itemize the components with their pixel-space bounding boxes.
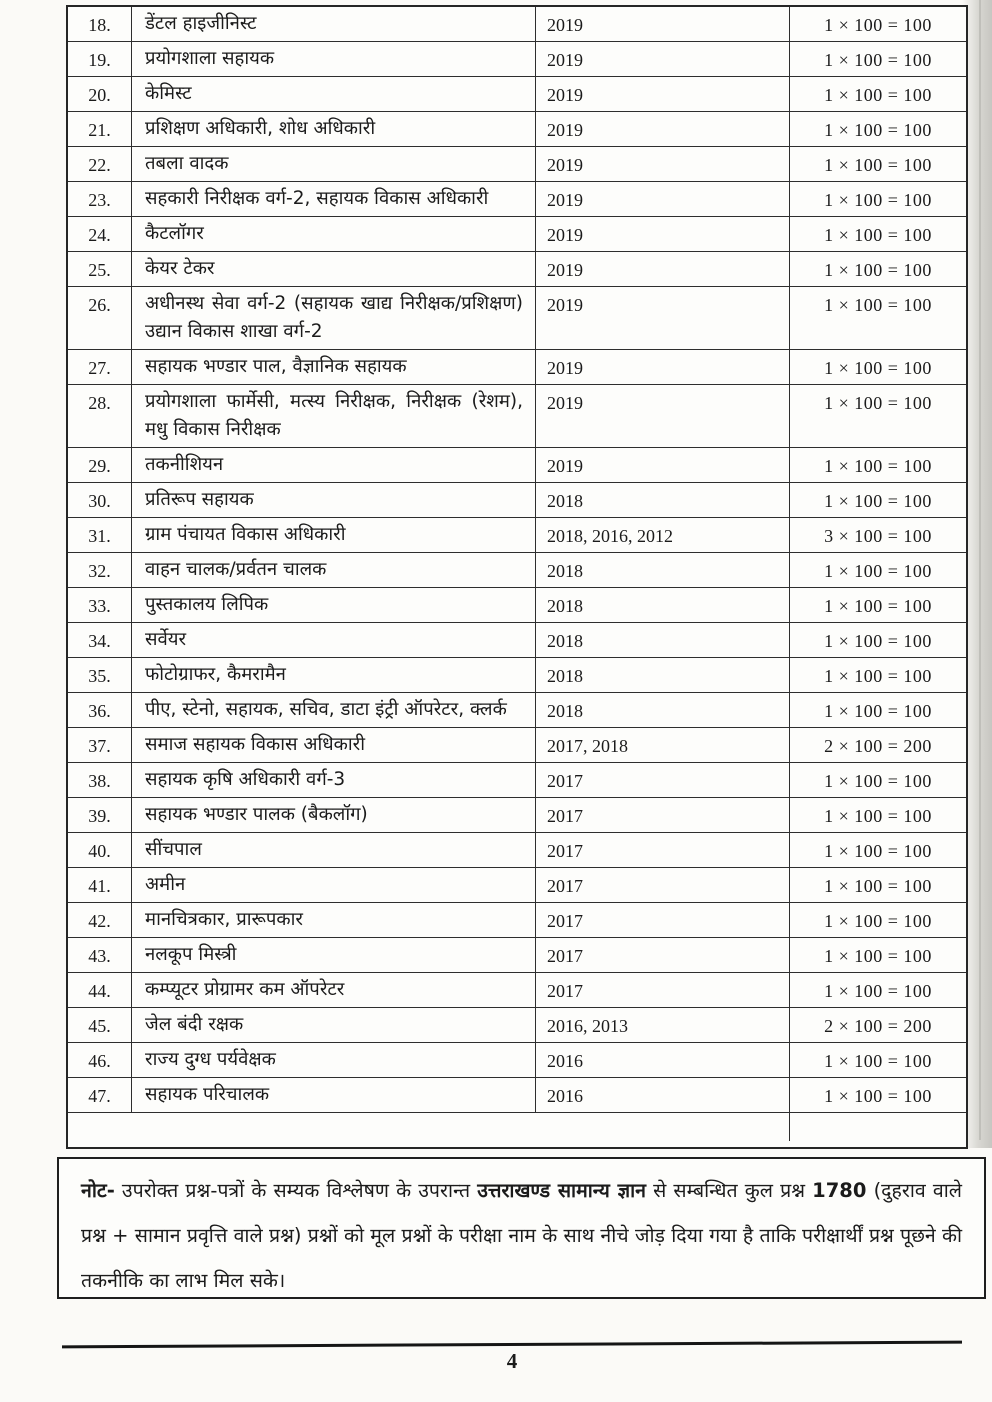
post-cell: फोटोग्राफर, कैमरामैन [132, 658, 536, 693]
formula-cell: 1 × 100 = 100 [790, 217, 966, 252]
serial-cell: 40. [68, 833, 132, 868]
post-cell: सर्वेयर [132, 623, 536, 658]
formula-cell: 1 × 100 = 100 [790, 483, 966, 518]
serial-cell: 25. [68, 252, 132, 287]
serial-cell: 46. [68, 1043, 132, 1078]
years-cell: 2018 [536, 588, 790, 623]
serial-cell: 22. [68, 147, 132, 182]
formula-cell: 2 × 100 = 200 [790, 728, 966, 763]
page-edge-line [979, 0, 981, 1140]
years-cell: 2017 [536, 763, 790, 798]
years-cell: 2019 [536, 112, 790, 147]
post-cell: केमिस्ट [132, 77, 536, 112]
serial-cell: 43. [68, 938, 132, 973]
formula-cell: 1 × 100 = 100 [790, 798, 966, 833]
post-cell: नलकूप मिस्त्री [132, 938, 536, 973]
years-cell: 2019 [536, 350, 790, 385]
serial-cell: 35. [68, 658, 132, 693]
post-cell: राज्य दुग्ध पर्यवेक्षक [132, 1043, 536, 1078]
serial-cell: 19. [68, 42, 132, 77]
note-text-3: (दुहराव वाले प्रश्न + सामान प्रवृत्ति वाले प्रश्न) प्रश्नों को मूल प्रश्नों के परीक्षा नाम के साथ नीचे जोड़ दिया गया है ताकि परीक्षार्थीं प्रश्न पूछने की तकनीकि का लाभ मिल सके। [81, 1179, 963, 1292]
post-cell: प्रतिरूप सहायक [132, 483, 536, 518]
post-cell: सहायक भण्डार पाल, वैज्ञानिक सहायक [132, 350, 536, 385]
post-cell: ग्राम पंचायत विकास अधिकारी [132, 518, 536, 553]
post-cell: पुस्तकालय लिपिक [132, 588, 536, 623]
years-cell: 2016 [536, 1043, 790, 1078]
formula-cell: 1 × 100 = 100 [790, 938, 966, 973]
years-cell: 2019 [536, 385, 790, 448]
years-cell: 2017, 2018 [536, 728, 790, 763]
serial-cell: 21. [68, 112, 132, 147]
serial-cell: 30. [68, 483, 132, 518]
post-cell: डेंटल हाइजीनिस्ट [132, 7, 536, 42]
formula-cell: 1 × 100 = 100 [790, 973, 966, 1008]
post-cell: समाज सहायक विकास अधिकारी [132, 728, 536, 763]
formula-cell: 1 × 100 = 100 [790, 448, 966, 483]
post-cell: सहायक भण्डार पालक (बैकलॉग) [132, 798, 536, 833]
serial-cell: 41. [68, 868, 132, 903]
years-cell: 2019 [536, 182, 790, 217]
page-number: 4 [506, 1349, 518, 1373]
serial-cell: 31. [68, 518, 132, 553]
years-cell: 2018 [536, 483, 790, 518]
footer-rule [62, 1341, 962, 1349]
note-text-1: उपरोक्त प्रश्न-पत्रों के सम्यक विश्लेषण के उपरान्त [114, 1179, 478, 1202]
serial-cell: 27. [68, 350, 132, 385]
serial-cell [68, 1113, 132, 1141]
exam-posts-table [66, 5, 968, 1149]
post-cell: सहायक कृषि अधिकारी वर्ग-3 [132, 763, 536, 798]
formula-cell: 1 × 100 = 100 [790, 868, 966, 903]
formula-cell [790, 1113, 966, 1141]
years-cell: 2019 [536, 42, 790, 77]
years-cell: 2017 [536, 833, 790, 868]
years-cell: 2017 [536, 798, 790, 833]
serial-cell: 29. [68, 448, 132, 483]
formula-cell: 1 × 100 = 100 [790, 147, 966, 182]
note-box [57, 1157, 986, 1299]
formula-cell: 1 × 100 = 100 [790, 287, 966, 350]
formula-cell: 1 × 100 = 100 [790, 1043, 966, 1078]
note-text-2: से सम्बन्धित कुल प्रश्न [645, 1179, 813, 1202]
years-cell: 2018 [536, 693, 790, 728]
years-cell: 2016 [536, 1078, 790, 1113]
formula-cell: 1 × 100 = 100 [790, 385, 966, 448]
serial-cell: 33. [68, 588, 132, 623]
serial-cell: 44. [68, 973, 132, 1008]
serial-cell: 45. [68, 1008, 132, 1043]
formula-cell: 1 × 100 = 100 [790, 7, 966, 42]
years-cell: 2018, 2016, 2012 [536, 518, 790, 553]
post-cell: अमीन [132, 868, 536, 903]
post-cell: वाहन चालक/प्रर्वतन चालक [132, 553, 536, 588]
post-cell: पीए, स्टेनो, सहायक, सचिव, डाटा इंट्री ऑपरेटर, क्लर्क [132, 693, 536, 728]
years-cell: 2017 [536, 903, 790, 938]
serial-cell: 28. [68, 385, 132, 448]
post-cell: प्रशिक्षण अधिकारी, शोध अधिकारी [132, 112, 536, 147]
years-cell: 2016, 2013 [536, 1008, 790, 1043]
serial-cell: 39. [68, 798, 132, 833]
post-cell: तकनीशियन [132, 448, 536, 483]
post-cell [132, 1113, 536, 1141]
formula-cell: 1 × 100 = 100 [790, 833, 966, 868]
post-cell: जेल बंदी रक्षक [132, 1008, 536, 1043]
post-cell: मानचित्रकार, प्रारूपकार [132, 903, 536, 938]
serial-cell: 18. [68, 7, 132, 42]
post-cell: अधीनस्थ सेवा वर्ग-2 (सहायक खाद्य निरीक्षक/प्रशिक्षण) उद्यान विकास शाखा वर्ग-2 [132, 287, 536, 350]
note-bold-total: 1780 [812, 1179, 867, 1202]
years-cell: 2017 [536, 973, 790, 1008]
formula-cell: 1 × 100 = 100 [790, 553, 966, 588]
formula-cell: 1 × 100 = 100 [790, 112, 966, 147]
years-cell: 2019 [536, 77, 790, 112]
formula-cell: 1 × 100 = 100 [790, 77, 966, 112]
years-cell: 2019 [536, 217, 790, 252]
years-cell: 2019 [536, 252, 790, 287]
formula-cell: 1 × 100 = 100 [790, 252, 966, 287]
post-cell: कम्प्यूटर प्रोग्रामर कम ऑपरेटर [132, 973, 536, 1008]
formula-cell: 1 × 100 = 100 [790, 1078, 966, 1113]
post-cell: कैटलॉगर [132, 217, 536, 252]
years-cell: 2019 [536, 448, 790, 483]
serial-cell: 20. [68, 77, 132, 112]
formula-cell: 1 × 100 = 100 [790, 903, 966, 938]
years-cell: 2019 [536, 287, 790, 350]
years-cell: 2018 [536, 658, 790, 693]
post-cell: तबला वादक [132, 147, 536, 182]
serial-cell: 37. [68, 728, 132, 763]
years-cell: 2019 [536, 7, 790, 42]
serial-cell: 23. [68, 182, 132, 217]
post-cell: सहायक परिचालक [132, 1078, 536, 1113]
formula-cell: 1 × 100 = 100 [790, 182, 966, 217]
post-cell: सहकारी निरीक्षक वर्ग-2, सहायक विकास अधिकारी [132, 182, 536, 217]
formula-cell: 1 × 100 = 100 [790, 42, 966, 77]
serial-cell: 47. [68, 1078, 132, 1113]
serial-cell: 24. [68, 217, 132, 252]
serial-cell: 32. [68, 553, 132, 588]
years-cell: 2018 [536, 623, 790, 658]
formula-cell: 1 × 100 = 100 [790, 588, 966, 623]
years-cell: 2017 [536, 868, 790, 903]
formula-cell: 1 × 100 = 100 [790, 763, 966, 798]
serial-cell: 42. [68, 903, 132, 938]
post-cell: प्रयोगशाला सहायक [132, 42, 536, 77]
note-bold-subject: उत्तराखण्ड सामान्य ज्ञान [477, 1179, 646, 1202]
years-cell: 2019 [536, 147, 790, 182]
post-cell: केयर टेकर [132, 252, 536, 287]
serial-cell: 26. [68, 287, 132, 350]
formula-cell: 2 × 100 = 200 [790, 1008, 966, 1043]
years-cell [536, 1113, 790, 1141]
serial-cell: 36. [68, 693, 132, 728]
formula-cell: 1 × 100 = 100 [790, 693, 966, 728]
serial-cell: 38. [68, 763, 132, 798]
note-label: नोट- [81, 1179, 115, 1202]
serial-cell: 34. [68, 623, 132, 658]
formula-cell: 3 × 100 = 100 [790, 518, 966, 553]
formula-cell: 1 × 100 = 100 [790, 350, 966, 385]
post-cell: प्रयोगशाला फार्मेसी, मत्स्य निरीक्षक, निरीक्षक (रेशम), मधु विकास निरीक्षक [132, 385, 536, 448]
post-cell: सींचपाल [132, 833, 536, 868]
years-cell: 2018 [536, 553, 790, 588]
formula-cell: 1 × 100 = 100 [790, 658, 966, 693]
formula-cell: 1 × 100 = 100 [790, 623, 966, 658]
years-cell: 2017 [536, 938, 790, 973]
